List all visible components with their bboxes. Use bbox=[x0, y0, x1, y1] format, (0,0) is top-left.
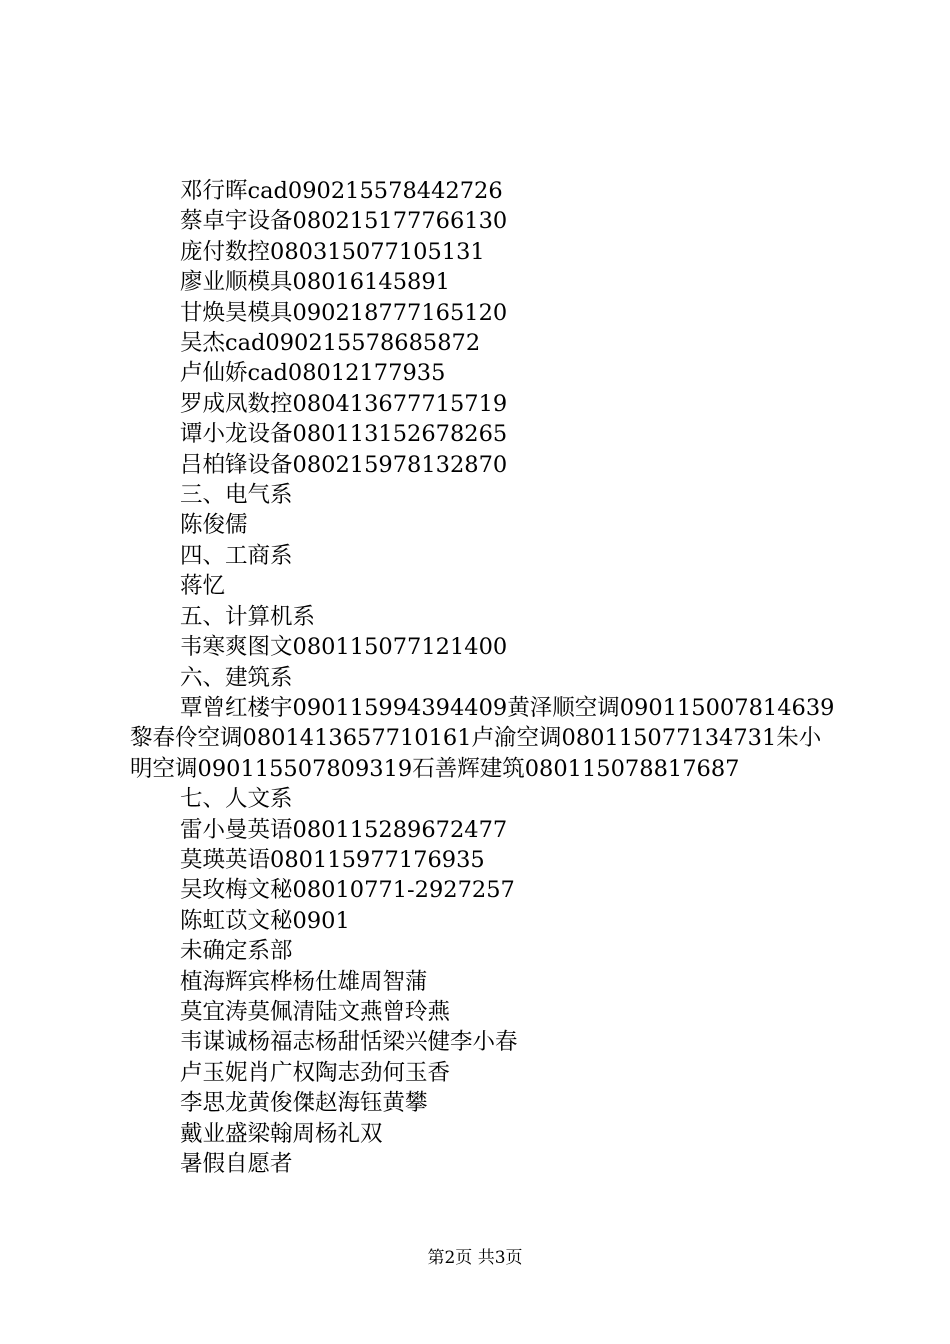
text-line: 罗成凤数控080413677715719 bbox=[180, 390, 508, 417]
text-line: 蒋忆 bbox=[180, 573, 226, 600]
text-line: 庞付数控080315077105131 bbox=[180, 238, 485, 265]
text-line: 谭小龙设备080113152678265 bbox=[180, 421, 508, 448]
document-body bbox=[130, 176, 835, 1179]
text-line: 雷小曼英语080115289672477 bbox=[180, 816, 508, 843]
text-line: 韦谋诚杨福志杨甜恬梁兴健李小春 bbox=[180, 1029, 518, 1056]
section-heading: 三、电气系 bbox=[180, 482, 293, 509]
section-heading: 六、建筑系 bbox=[180, 664, 293, 691]
text-line: 吕柏锋设备080215978132870 bbox=[180, 451, 508, 478]
text-line: 陈虹苡文秘0901 bbox=[180, 907, 350, 934]
text-line: 陈俊儒 bbox=[180, 512, 248, 539]
text-line: 李思龙黄俊傑赵海钰黄攀 bbox=[180, 1090, 428, 1117]
text-line: 莫瑛英语080115977176935 bbox=[180, 846, 485, 873]
text-line: 卢仙娇cad08012177935 bbox=[180, 360, 446, 387]
text-line: 蔡卓宇设备080215177766130 bbox=[180, 208, 508, 235]
page-footer: 第2页 共3页 bbox=[427, 1248, 523, 1268]
architecture-paragraph: 覃曾红楼宇090115994394409黄泽顺空调090115007814639黎春伶空调0801413657710161卢渝空调080115077134731朱小明空调090115507809319石善辉建筑080115078817687 bbox=[130, 694, 835, 782]
text-line: 甘焕昊模具090218777165120 bbox=[180, 299, 508, 326]
text-line: 韦寒爽图文080115077121400 bbox=[180, 634, 508, 661]
text-line: 卢玉妮肖广权陶志劲何玉香 bbox=[180, 1059, 451, 1086]
text-line: 吴杰cad090215578685872 bbox=[180, 330, 481, 357]
text-line: 廖业顺模具08016145891 bbox=[180, 269, 450, 296]
text-line: 邓行晖cad090215578442726 bbox=[180, 178, 503, 204]
text-line: 吴玫梅文秘08010771-2927257 bbox=[180, 877, 515, 904]
text-line: 植海辉宾桦杨仕雄周智蒲 bbox=[180, 968, 428, 995]
section-heading: 未确定系部 bbox=[180, 938, 293, 965]
section-heading: 暑假自愿者 bbox=[180, 1151, 293, 1177]
section-heading: 四、工商系 bbox=[180, 542, 293, 569]
text-line: 戴业盛梁翰周杨礼双 bbox=[180, 1120, 383, 1147]
section-heading: 七、人文系 bbox=[180, 786, 293, 813]
text-line: 莫宜涛莫佩清陆文燕曾玲燕 bbox=[180, 998, 451, 1025]
section-heading: 五、计算机系 bbox=[180, 603, 316, 630]
